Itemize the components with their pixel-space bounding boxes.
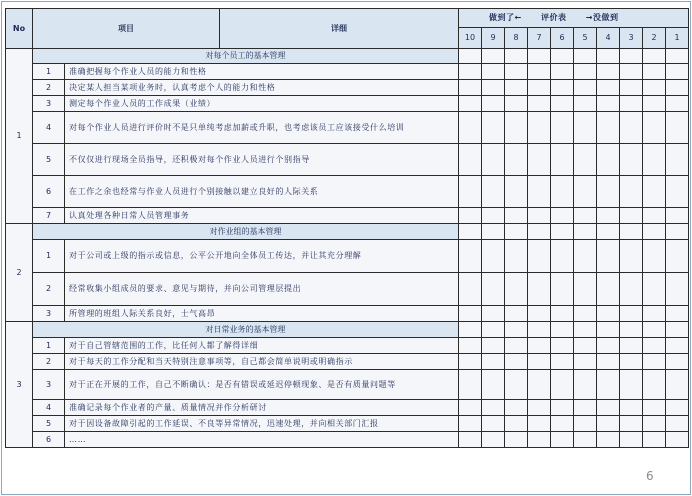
score-cell[interactable] bbox=[505, 354, 528, 370]
row-number: 5 bbox=[33, 144, 65, 176]
score-cell[interactable] bbox=[574, 400, 597, 416]
section-score-cell bbox=[574, 322, 597, 338]
score-cell[interactable] bbox=[482, 64, 505, 80]
score-cell[interactable] bbox=[620, 354, 643, 370]
section-title: 对每个员工的基本管理 bbox=[33, 49, 459, 64]
header-legend bbox=[459, 9, 689, 28]
score-cell[interactable] bbox=[597, 306, 620, 322]
section-score-cell bbox=[505, 224, 528, 240]
table-row bbox=[6, 416, 689, 432]
score-cell[interactable] bbox=[482, 96, 505, 112]
score-cell[interactable] bbox=[574, 306, 597, 322]
score-cell[interactable] bbox=[505, 96, 528, 112]
score-cell[interactable] bbox=[643, 370, 666, 400]
score-cell[interactable] bbox=[459, 176, 482, 208]
section-title: 对日常业务的基本管理 bbox=[33, 322, 459, 338]
score-cell[interactable] bbox=[643, 273, 666, 306]
section-score-cell bbox=[643, 322, 666, 338]
score-cell[interactable] bbox=[620, 112, 643, 144]
score-cell[interactable] bbox=[482, 176, 505, 208]
score-cell[interactable] bbox=[528, 64, 551, 80]
scale-1: 1 bbox=[666, 28, 689, 49]
score-cell[interactable] bbox=[459, 370, 482, 400]
score-cell[interactable] bbox=[643, 432, 666, 448]
score-cell[interactable] bbox=[551, 64, 574, 80]
table-row bbox=[6, 338, 689, 354]
score-cell[interactable] bbox=[528, 306, 551, 322]
table-row bbox=[6, 354, 689, 370]
score-cell[interactable] bbox=[597, 208, 620, 224]
score-cell[interactable] bbox=[528, 240, 551, 273]
score-cell[interactable] bbox=[597, 112, 620, 144]
section-score-cell bbox=[459, 49, 482, 64]
score-cell[interactable] bbox=[459, 96, 482, 112]
score-cell[interactable] bbox=[666, 80, 689, 96]
scale-7: 7 bbox=[528, 28, 551, 49]
score-cell[interactable] bbox=[528, 273, 551, 306]
row-number: 4 bbox=[33, 400, 65, 416]
score-cell[interactable] bbox=[643, 80, 666, 96]
score-cell[interactable] bbox=[459, 112, 482, 144]
row-item-text: 准确记录每个作业者的产量、质量情况并作分析研讨 bbox=[65, 400, 459, 416]
score-cell[interactable] bbox=[620, 240, 643, 273]
score-cell[interactable] bbox=[574, 432, 597, 448]
group-number: 1 bbox=[6, 49, 33, 224]
scale-2: 2 bbox=[643, 28, 666, 49]
table-row bbox=[6, 240, 689, 273]
score-cell[interactable] bbox=[505, 208, 528, 224]
score-cell[interactable] bbox=[666, 306, 689, 322]
score-cell[interactable] bbox=[620, 370, 643, 400]
score-cell[interactable] bbox=[620, 64, 643, 80]
score-cell[interactable] bbox=[597, 354, 620, 370]
score-cell[interactable] bbox=[643, 416, 666, 432]
score-cell[interactable] bbox=[482, 144, 505, 176]
score-cell[interactable] bbox=[666, 432, 689, 448]
score-cell[interactable] bbox=[597, 273, 620, 306]
score-cell[interactable] bbox=[482, 432, 505, 448]
scale-10: 10 bbox=[459, 28, 482, 49]
row-item-text: 测定每个作业人员的工作成果（业绩） bbox=[65, 96, 459, 112]
score-cell[interactable] bbox=[574, 338, 597, 354]
row-number: 6 bbox=[33, 432, 65, 448]
score-cell[interactable] bbox=[597, 176, 620, 208]
score-cell[interactable] bbox=[643, 96, 666, 112]
section-score-cell bbox=[666, 224, 689, 240]
table-row bbox=[6, 144, 689, 176]
section-score-cell bbox=[620, 224, 643, 240]
score-cell[interactable] bbox=[505, 400, 528, 416]
score-cell[interactable] bbox=[459, 306, 482, 322]
score-cell[interactable] bbox=[505, 80, 528, 96]
header-item: 项目 bbox=[33, 9, 220, 49]
score-cell[interactable] bbox=[551, 96, 574, 112]
row-number: 2 bbox=[33, 273, 65, 306]
score-cell[interactable] bbox=[643, 64, 666, 80]
score-cell[interactable] bbox=[505, 112, 528, 144]
row-number: 1 bbox=[33, 64, 65, 80]
score-cell[interactable] bbox=[551, 240, 574, 273]
score-cell[interactable] bbox=[666, 273, 689, 306]
table-row bbox=[6, 176, 689, 208]
score-cell[interactable] bbox=[597, 96, 620, 112]
score-cell[interactable] bbox=[643, 240, 666, 273]
score-cell[interactable] bbox=[666, 96, 689, 112]
score-cell[interactable] bbox=[620, 338, 643, 354]
group-number: 3 bbox=[6, 322, 33, 448]
section-score-cell bbox=[574, 224, 597, 240]
section-score-cell bbox=[459, 322, 482, 338]
score-cell[interactable] bbox=[666, 354, 689, 370]
score-cell[interactable] bbox=[459, 354, 482, 370]
row-number: 3 bbox=[33, 96, 65, 112]
score-cell[interactable] bbox=[620, 273, 643, 306]
section-score-cell bbox=[574, 49, 597, 64]
section-score-cell bbox=[551, 49, 574, 64]
score-cell[interactable] bbox=[505, 432, 528, 448]
row-number: 3 bbox=[33, 306, 65, 322]
score-cell[interactable] bbox=[643, 354, 666, 370]
score-cell[interactable] bbox=[551, 416, 574, 432]
row-item-text: 在工作之余也经常与作业人员进行个别接触以建立良好的人际关系 bbox=[65, 176, 459, 208]
page-number: 6 bbox=[646, 469, 654, 483]
table-row bbox=[6, 400, 689, 416]
table-row bbox=[6, 64, 689, 80]
section-score-cell bbox=[482, 322, 505, 338]
score-cell[interactable] bbox=[528, 432, 551, 448]
header-no: No bbox=[6, 9, 33, 49]
score-cell[interactable] bbox=[505, 370, 528, 400]
row-item-text: 经常收集小组成员的要求、意见与期待，并向公司管理层提出 bbox=[65, 273, 459, 306]
score-cell[interactable] bbox=[551, 80, 574, 96]
score-cell[interactable] bbox=[528, 400, 551, 416]
score-cell[interactable] bbox=[505, 240, 528, 273]
table-row bbox=[6, 208, 689, 224]
score-cell[interactable] bbox=[505, 273, 528, 306]
score-cell[interactable] bbox=[551, 112, 574, 144]
score-cell[interactable] bbox=[643, 176, 666, 208]
row-item-text: 对于因设备故障引起的工作延误、不良等异常情况，迅速处理，并向相关部门汇报 bbox=[65, 416, 459, 432]
score-cell[interactable] bbox=[574, 112, 597, 144]
table-row bbox=[6, 80, 689, 96]
score-cell[interactable] bbox=[597, 144, 620, 176]
score-cell[interactable] bbox=[459, 80, 482, 96]
row-item-text: 认真处理各种日常人员管理事务 bbox=[65, 208, 459, 224]
score-cell[interactable] bbox=[643, 338, 666, 354]
score-cell[interactable] bbox=[620, 80, 643, 96]
score-cell[interactable] bbox=[574, 273, 597, 306]
score-cell[interactable] bbox=[666, 64, 689, 80]
score-cell[interactable] bbox=[574, 416, 597, 432]
score-cell[interactable] bbox=[528, 144, 551, 176]
row-number: 2 bbox=[33, 354, 65, 370]
row-number: 1 bbox=[33, 240, 65, 273]
score-cell[interactable] bbox=[459, 273, 482, 306]
section-score-cell bbox=[643, 224, 666, 240]
score-cell[interactable] bbox=[551, 306, 574, 322]
score-cell[interactable] bbox=[505, 338, 528, 354]
scale-3: 3 bbox=[620, 28, 643, 49]
section-score-cell bbox=[597, 49, 620, 64]
score-cell[interactable] bbox=[620, 306, 643, 322]
score-cell[interactable] bbox=[551, 338, 574, 354]
section-score-cell bbox=[459, 224, 482, 240]
score-cell[interactable] bbox=[528, 80, 551, 96]
score-cell[interactable] bbox=[482, 338, 505, 354]
score-cell[interactable] bbox=[482, 273, 505, 306]
score-cell[interactable] bbox=[620, 208, 643, 224]
score-cell[interactable] bbox=[551, 144, 574, 176]
score-cell[interactable] bbox=[505, 176, 528, 208]
row-item-text: 对每个作业人员进行评价时不是只单纯考虑加薪或升职，也考虑该员工应该接受什么培训 bbox=[65, 112, 459, 144]
section-score-cell bbox=[666, 322, 689, 338]
scale-4: 4 bbox=[597, 28, 620, 49]
score-cell[interactable] bbox=[459, 144, 482, 176]
scale-8: 8 bbox=[505, 28, 528, 49]
score-cell[interactable] bbox=[528, 416, 551, 432]
score-cell[interactable] bbox=[597, 432, 620, 448]
header-detail: 详细 bbox=[220, 9, 459, 49]
row-item-text: 所管理的班组人际关系良好，士气高昂 bbox=[65, 306, 459, 322]
score-cell[interactable] bbox=[528, 176, 551, 208]
section-score-cell bbox=[551, 224, 574, 240]
score-cell[interactable] bbox=[574, 80, 597, 96]
score-cell[interactable] bbox=[459, 416, 482, 432]
score-cell[interactable] bbox=[528, 354, 551, 370]
score-cell[interactable] bbox=[620, 400, 643, 416]
row-number: 4 bbox=[33, 112, 65, 144]
score-cell[interactable] bbox=[574, 64, 597, 80]
score-cell[interactable] bbox=[620, 416, 643, 432]
score-cell[interactable] bbox=[574, 96, 597, 112]
row-item-text: 对于正在开展的工作，自己不断确认：是否有错误或延迟停顿现象、是否有质量问题等 bbox=[65, 370, 459, 400]
score-cell[interactable] bbox=[643, 208, 666, 224]
score-cell[interactable] bbox=[574, 208, 597, 224]
score-cell[interactable] bbox=[528, 96, 551, 112]
score-cell[interactable] bbox=[505, 144, 528, 176]
score-cell[interactable] bbox=[482, 416, 505, 432]
section-score-cell bbox=[643, 49, 666, 64]
score-cell[interactable] bbox=[551, 432, 574, 448]
row-item-text: 对于公司或上级的指示或信息，公平公开地向全体员工传达，并让其充分理解 bbox=[65, 240, 459, 273]
score-cell[interactable] bbox=[505, 64, 528, 80]
section-score-cell bbox=[505, 322, 528, 338]
table-row bbox=[6, 306, 689, 322]
score-cell[interactable] bbox=[620, 432, 643, 448]
scale-5: 5 bbox=[574, 28, 597, 49]
score-cell[interactable] bbox=[505, 416, 528, 432]
score-cell[interactable] bbox=[551, 176, 574, 208]
section-score-cell bbox=[551, 322, 574, 338]
score-cell[interactable] bbox=[551, 400, 574, 416]
row-item-text: 对于自己管辖范围的工作，比任何人都了解得详细 bbox=[65, 338, 459, 354]
row-item-text: 决定某人担当某项业务时，认真考虑个人的能力和性格 bbox=[65, 80, 459, 96]
row-number: 7 bbox=[33, 208, 65, 224]
score-cell[interactable] bbox=[574, 354, 597, 370]
score-cell[interactable] bbox=[528, 370, 551, 400]
score-cell[interactable] bbox=[620, 96, 643, 112]
score-cell[interactable] bbox=[551, 354, 574, 370]
table-row bbox=[6, 273, 689, 306]
row-number: 2 bbox=[33, 80, 65, 96]
score-cell[interactable] bbox=[482, 306, 505, 322]
table-row bbox=[6, 370, 689, 400]
score-cell[interactable] bbox=[666, 208, 689, 224]
legend-done: 做到了← bbox=[489, 13, 522, 22]
score-cell[interactable] bbox=[482, 400, 505, 416]
score-cell[interactable] bbox=[551, 208, 574, 224]
score-cell[interactable] bbox=[482, 370, 505, 400]
score-cell[interactable] bbox=[643, 112, 666, 144]
score-cell[interactable] bbox=[482, 208, 505, 224]
section-score-cell bbox=[597, 224, 620, 240]
score-cell[interactable] bbox=[505, 306, 528, 322]
section-score-cell bbox=[528, 49, 551, 64]
score-cell[interactable] bbox=[643, 400, 666, 416]
score-cell[interactable] bbox=[620, 144, 643, 176]
table-row bbox=[6, 112, 689, 144]
score-cell[interactable] bbox=[482, 80, 505, 96]
score-cell[interactable] bbox=[597, 64, 620, 80]
legend-not-done: →没做到 bbox=[585, 13, 619, 22]
score-cell[interactable] bbox=[666, 144, 689, 176]
section-score-cell bbox=[482, 49, 505, 64]
table-row bbox=[6, 432, 689, 448]
table-row bbox=[6, 96, 689, 112]
score-cell[interactable] bbox=[574, 144, 597, 176]
section-score-cell bbox=[666, 49, 689, 64]
score-cell[interactable] bbox=[666, 370, 689, 400]
score-cell[interactable] bbox=[597, 370, 620, 400]
score-cell[interactable] bbox=[551, 273, 574, 306]
score-cell[interactable] bbox=[643, 144, 666, 176]
scale-9: 9 bbox=[482, 28, 505, 49]
score-cell[interactable] bbox=[666, 240, 689, 273]
legend-eval: 评价表 bbox=[541, 13, 567, 22]
score-cell[interactable] bbox=[597, 400, 620, 416]
evaluation-table bbox=[5, 8, 689, 448]
score-cell[interactable] bbox=[597, 240, 620, 273]
score-cell[interactable] bbox=[574, 370, 597, 400]
score-cell[interactable] bbox=[574, 176, 597, 208]
score-cell[interactable] bbox=[551, 370, 574, 400]
score-cell[interactable] bbox=[597, 416, 620, 432]
score-cell[interactable] bbox=[528, 208, 551, 224]
score-cell[interactable] bbox=[597, 338, 620, 354]
row-number: 3 bbox=[33, 370, 65, 400]
row-number: 6 bbox=[33, 176, 65, 208]
section-score-cell bbox=[482, 224, 505, 240]
row-number: 1 bbox=[33, 338, 65, 354]
score-cell[interactable] bbox=[597, 80, 620, 96]
score-cell[interactable] bbox=[459, 208, 482, 224]
score-cell[interactable] bbox=[643, 306, 666, 322]
section-score-cell bbox=[505, 49, 528, 64]
score-cell[interactable] bbox=[482, 354, 505, 370]
score-cell[interactable] bbox=[666, 338, 689, 354]
row-item-text: 对于每天的工作分配和当天特别注意事项等，自己都会简单说明或明确指示 bbox=[65, 354, 459, 370]
score-cell[interactable] bbox=[459, 400, 482, 416]
score-cell[interactable] bbox=[459, 338, 482, 354]
section-score-cell bbox=[620, 322, 643, 338]
score-cell[interactable] bbox=[666, 400, 689, 416]
score-cell[interactable] bbox=[482, 112, 505, 144]
scale-6: 6 bbox=[551, 28, 574, 49]
score-cell[interactable] bbox=[528, 338, 551, 354]
section-score-cell bbox=[597, 322, 620, 338]
section-score-cell bbox=[528, 224, 551, 240]
row-item-text: …… bbox=[65, 432, 459, 448]
row-number: 5 bbox=[33, 416, 65, 432]
section-score-cell bbox=[528, 322, 551, 338]
score-cell[interactable] bbox=[620, 176, 643, 208]
section-title: 对作业组的基本管理 bbox=[33, 224, 459, 240]
score-cell[interactable] bbox=[482, 240, 505, 273]
score-cell[interactable] bbox=[666, 112, 689, 144]
score-cell[interactable] bbox=[666, 176, 689, 208]
score-cell[interactable] bbox=[528, 112, 551, 144]
row-item-text: 准确把握每个作业人员的能力和性格 bbox=[65, 64, 459, 80]
row-item-text: 不仅仅进行现场全员指导，还积极对每个作业人员进行个别指导 bbox=[65, 144, 459, 176]
score-cell[interactable] bbox=[459, 432, 482, 448]
score-cell[interactable] bbox=[459, 64, 482, 80]
section-score-cell bbox=[620, 49, 643, 64]
group-number: 2 bbox=[6, 224, 33, 322]
score-cell[interactable] bbox=[459, 240, 482, 273]
score-cell[interactable] bbox=[574, 240, 597, 273]
score-cell[interactable] bbox=[666, 416, 689, 432]
